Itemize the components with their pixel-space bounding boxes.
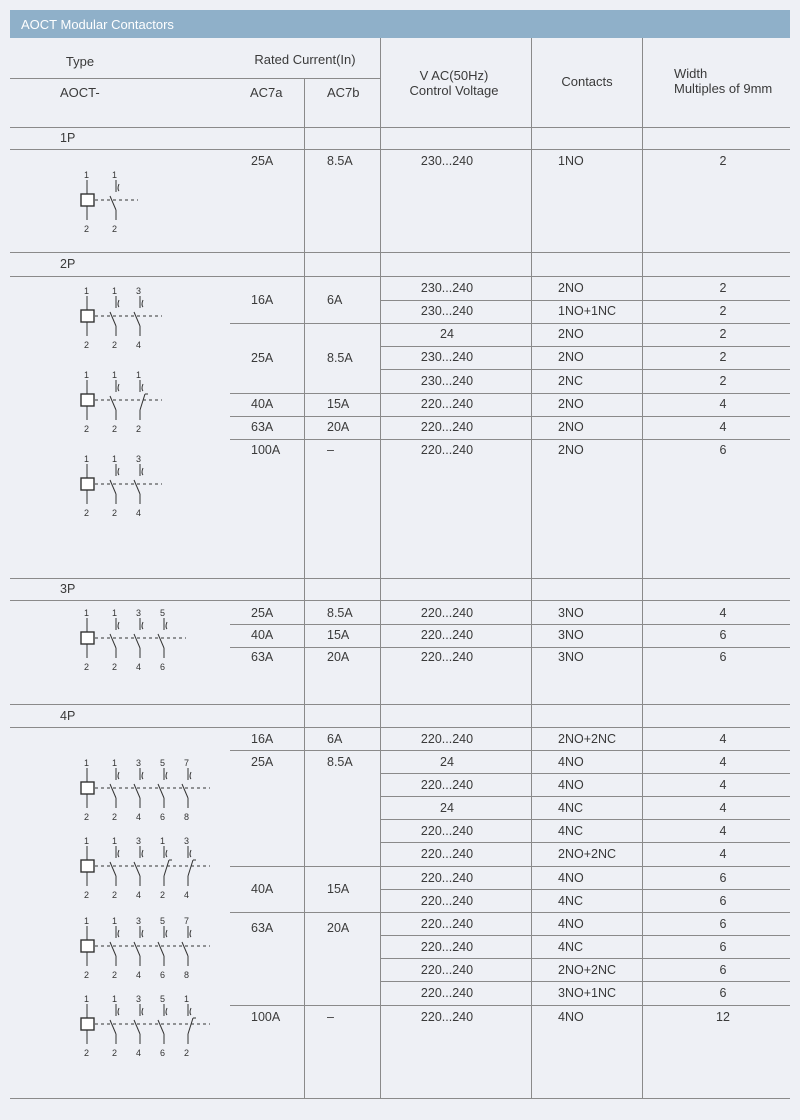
ac7b-cell: 8.5A [327, 351, 353, 365]
table-row-divider [380, 369, 790, 370]
contacts-cell: 3NO+1NC [558, 986, 617, 1000]
ac7b-cell: 6A [327, 293, 343, 307]
ac7b-cell: 15A [327, 628, 350, 642]
contacts-cell: 4NC [558, 824, 584, 838]
terminal-label: 8 [184, 812, 190, 822]
terminal-label: 2 [136, 424, 142, 434]
contacts-cell: 1NO+1NC [558, 304, 617, 318]
ac7b-header: AC7b [327, 85, 360, 100]
table-row-divider [380, 981, 790, 982]
column-divider [304, 78, 305, 1098]
rated-current-header: Rated Current(In) [254, 52, 356, 67]
contacts-cell: 2NO [558, 420, 584, 434]
width-cell: 4 [719, 847, 727, 861]
section-divider [10, 149, 790, 150]
column-divider [642, 38, 643, 1098]
table-row-divider [230, 393, 790, 394]
table-row-divider [230, 323, 790, 324]
voltage-cell: 220...240 [420, 732, 474, 746]
terminal-label: 2 [112, 224, 118, 234]
width-cell: 6 [719, 871, 727, 885]
terminal-label: 2 [84, 1048, 90, 1058]
width-cell: 2 [719, 304, 727, 318]
header-sub-divider [10, 78, 380, 79]
width-cell: 4 [719, 824, 727, 838]
width-cell: 6 [719, 650, 727, 664]
ac7b-cell: 8.5A [327, 755, 353, 769]
terminal-label: 5 [160, 758, 166, 768]
ac7b-cell: 8.5A [327, 606, 353, 620]
voltage-cell: 220...240 [420, 963, 474, 977]
contacts-cell: 4NO [558, 778, 584, 792]
contacts-cell: 2NO [558, 443, 584, 457]
section-label-2p: 2P [60, 257, 76, 271]
contacts-cell: 4NO [558, 917, 584, 931]
voltage-cell: 220...240 [420, 606, 474, 620]
terminal-label: 2 [112, 424, 118, 434]
terminal-label: 4 [184, 890, 190, 900]
model-prefix: AOCT- [60, 85, 100, 100]
ac7a-cell: 63A [251, 650, 274, 664]
section-label-3p: 3P [60, 582, 76, 596]
ac7b-cell: 8.5A [327, 154, 353, 168]
terminal-label: 2 [84, 662, 90, 672]
ac7a-cell: 16A [251, 732, 274, 746]
contacts-cell: 2NO [558, 397, 584, 411]
ac7b-cell: – [327, 443, 334, 457]
terminal-label: 1 [84, 170, 90, 180]
terminal-label: 2 [84, 224, 90, 234]
terminal-label: 1 [112, 916, 118, 926]
voltage-cell: 220...240 [420, 986, 474, 1000]
voltage-cell: 220...240 [420, 397, 474, 411]
terminal-label: 2 [84, 812, 90, 822]
terminal-label: 1 [112, 836, 118, 846]
wiring-diagram [78, 288, 166, 350]
terminal-label: 4 [136, 970, 142, 980]
terminal-label: 2 [112, 970, 118, 980]
voltage-cell: 230...240 [420, 281, 474, 295]
ac7a-cell: 25A [251, 351, 274, 365]
terminal-label: 1 [84, 370, 90, 380]
voltage-cell: 230...240 [420, 304, 474, 318]
terminal-label: 5 [160, 994, 166, 1004]
terminal-label: 1 [112, 370, 118, 380]
width-cell: 2 [719, 350, 727, 364]
terminal-label: 2 [184, 1048, 190, 1058]
ac7b-cell: 15A [327, 397, 350, 411]
voltage-cell: 220...240 [420, 420, 474, 434]
section-divider [10, 600, 790, 601]
voltage-cell: 220...240 [420, 917, 474, 931]
terminal-label: 4 [136, 662, 142, 672]
width-cell: 2 [719, 374, 727, 388]
terminal-label: 3 [136, 836, 142, 846]
terminal-label: 1 [112, 454, 118, 464]
terminal-label: 2 [84, 424, 90, 434]
voltage-cell: 220...240 [420, 894, 474, 908]
width-cell: 6 [719, 894, 727, 908]
voltage-cell: 220...240 [420, 1010, 474, 1024]
table-row-divider [380, 935, 790, 936]
terminal-label: 6 [160, 662, 166, 672]
terminal-label: 1 [184, 994, 190, 1004]
table-row-divider [230, 1005, 790, 1006]
terminal-label: 3 [136, 916, 142, 926]
terminal-label: 6 [160, 970, 166, 980]
ac7a-cell: 40A [251, 882, 274, 896]
terminal-label: 1 [84, 454, 90, 464]
wiring-diagram [78, 996, 214, 1058]
wiring-diagram [78, 456, 166, 518]
width-cell: 6 [719, 443, 727, 457]
width-cell: 4 [719, 778, 727, 792]
table-row-divider [230, 912, 790, 913]
voltage-header-sub: Control Voltage [409, 83, 499, 98]
contacts-cell: 3NO [558, 650, 584, 664]
terminal-label: 2 [112, 508, 118, 518]
voltage-cell: 220...240 [420, 628, 474, 642]
type-header: Type [65, 54, 95, 69]
table-row-divider [230, 439, 790, 440]
terminal-label: 5 [160, 608, 166, 618]
voltage-cell: 220...240 [420, 650, 474, 664]
ac7a-cell: 25A [251, 154, 274, 168]
section-label-1p: 1P [60, 131, 76, 145]
voltage-cell: 230...240 [420, 374, 474, 388]
voltage-cell: 220...240 [420, 847, 474, 861]
width-cell: 4 [719, 397, 727, 411]
terminal-label: 1 [112, 994, 118, 1004]
ac7b-cell: 20A [327, 921, 350, 935]
terminal-label: 1 [112, 170, 118, 180]
terminal-label: 4 [136, 812, 142, 822]
terminal-label: 3 [136, 286, 142, 296]
contacts-cell: 1NO [558, 154, 584, 168]
table-row-divider [380, 958, 790, 959]
title-banner [10, 10, 790, 38]
contacts-cell: 2NC [558, 374, 584, 388]
terminal-label: 1 [84, 836, 90, 846]
table-row-divider [230, 624, 790, 625]
voltage-cell: 24 [440, 801, 454, 815]
terminal-label: 1 [84, 608, 90, 618]
wiring-diagram [78, 610, 190, 672]
terminal-label: 3 [136, 758, 142, 768]
wiring-diagram [78, 372, 166, 434]
voltage-cell: 220...240 [420, 778, 474, 792]
terminal-label: 3 [136, 454, 142, 464]
width-cell: 6 [719, 963, 727, 977]
wiring-diagram [78, 760, 214, 822]
terminal-label: 5 [160, 916, 166, 926]
table-row-divider [380, 346, 790, 347]
table-row-divider [230, 647, 790, 648]
section-divider [10, 252, 790, 253]
wiring-diagram [78, 172, 142, 234]
voltage-cell: 220...240 [420, 443, 474, 457]
terminal-label: 2 [112, 1048, 118, 1058]
terminal-label: 6 [160, 1048, 166, 1058]
width-cell: 6 [719, 917, 727, 931]
ac7b-cell: 15A [327, 882, 350, 896]
terminal-label: 8 [184, 970, 190, 980]
voltage-header: V AC(50Hz) [419, 68, 489, 83]
terminal-label: 2 [84, 340, 90, 350]
width-cell: 4 [719, 755, 727, 769]
header-bottom-line [10, 127, 790, 128]
width-cell: 6 [719, 940, 727, 954]
voltage-cell: 230...240 [420, 350, 474, 364]
width-cell: 2 [719, 281, 727, 295]
terminal-label: 1 [112, 758, 118, 768]
voltage-cell: 230...240 [420, 154, 474, 168]
terminal-label: 4 [136, 340, 142, 350]
wiring-diagram [78, 918, 214, 980]
voltage-cell: 220...240 [420, 871, 474, 885]
table-bottom-line [10, 1098, 790, 1099]
terminal-label: 1 [84, 286, 90, 296]
terminal-label: 3 [184, 836, 190, 846]
contacts-cell: 2NO+2NC [558, 732, 617, 746]
terminal-label: 2 [160, 890, 166, 900]
terminal-label: 2 [112, 662, 118, 672]
contacts-header: Contacts [561, 74, 613, 89]
terminal-label: 1 [84, 994, 90, 1004]
contacts-cell: 3NO [558, 628, 584, 642]
contacts-cell: 2NO [558, 281, 584, 295]
width-header: Width [674, 66, 708, 81]
section-divider [10, 578, 790, 579]
ac7b-cell: 20A [327, 420, 350, 434]
voltage-cell: 24 [440, 755, 454, 769]
ac7a-cell: 100A [251, 1010, 281, 1024]
voltage-cell: 220...240 [420, 940, 474, 954]
ac7a-cell: 40A [251, 628, 274, 642]
terminal-label: 1 [136, 370, 142, 380]
column-divider [531, 38, 532, 1098]
table-row-divider [380, 300, 790, 301]
terminal-label: 2 [112, 812, 118, 822]
terminal-label: 3 [136, 608, 142, 618]
width-cell: 6 [719, 628, 727, 642]
terminal-label: 2 [84, 890, 90, 900]
contacts-cell: 4NO [558, 871, 584, 885]
terminal-label: 1 [84, 758, 90, 768]
width-header-sub: Multiples of 9mm [674, 81, 773, 96]
table-row-divider [230, 416, 790, 417]
contacts-cell: 4NC [558, 801, 584, 815]
width-cell: 12 [716, 1010, 730, 1024]
ac7b-cell: 20A [327, 650, 350, 664]
table-row-divider [380, 796, 790, 797]
terminal-label: 7 [184, 758, 190, 768]
terminal-label: 1 [160, 836, 166, 846]
width-cell: 2 [719, 327, 727, 341]
terminal-label: 2 [112, 890, 118, 900]
table-row-divider [380, 842, 790, 843]
terminal-label: 4 [136, 890, 142, 900]
wiring-diagram [78, 838, 214, 900]
page-title: AOCT Modular Contactors [21, 17, 174, 32]
ac7a-cell: 25A [251, 755, 274, 769]
terminal-label: 6 [160, 812, 166, 822]
width-cell: 4 [719, 801, 727, 815]
section-divider [10, 276, 790, 277]
terminal-label: 4 [136, 508, 142, 518]
terminal-label: 1 [84, 916, 90, 926]
ac7a-cell: 25A [251, 606, 274, 620]
ac7a-cell: 40A [251, 397, 274, 411]
terminal-label: 4 [136, 1048, 142, 1058]
contacts-cell: 2NO+2NC [558, 847, 617, 861]
ac7a-cell: 16A [251, 293, 274, 307]
section-label-4p: 4P [60, 709, 76, 723]
ac7a-cell: 63A [251, 420, 274, 434]
table-row-divider [380, 773, 790, 774]
contacts-cell: 4NO [558, 755, 584, 769]
terminal-label: 1 [112, 608, 118, 618]
contacts-cell: 4NC [558, 894, 584, 908]
contacts-cell: 2NO [558, 327, 584, 341]
width-cell: 2 [719, 154, 727, 168]
contacts-cell: 4NC [558, 940, 584, 954]
ac7b-cell: 6A [327, 732, 343, 746]
ac7a-cell: 100A [251, 443, 281, 457]
table-row-divider [380, 819, 790, 820]
table-row-divider [380, 889, 790, 890]
terminal-label: 2 [84, 970, 90, 980]
terminal-label: 7 [184, 916, 190, 926]
terminal-label: 1 [112, 286, 118, 296]
width-cell: 6 [719, 986, 727, 1000]
contacts-cell: 4NO [558, 1010, 584, 1024]
voltage-cell: 220...240 [420, 824, 474, 838]
width-cell: 4 [719, 420, 727, 434]
contacts-cell: 2NO [558, 350, 584, 364]
contacts-cell: 3NO [558, 606, 584, 620]
table-row-divider [230, 866, 790, 867]
voltage-cell: 24 [440, 327, 454, 341]
ac7b-cell: – [327, 1010, 334, 1024]
table-row-divider [230, 750, 790, 751]
column-divider [380, 38, 381, 1098]
section-divider [10, 727, 790, 728]
terminal-label: 2 [112, 340, 118, 350]
section-divider [10, 704, 790, 705]
width-cell: 4 [719, 732, 727, 746]
ac7a-cell: 63A [251, 921, 274, 935]
terminal-label: 2 [84, 508, 90, 518]
contacts-cell: 2NO+2NC [558, 963, 617, 977]
terminal-label: 3 [136, 994, 142, 1004]
ac7a-header: AC7a [250, 85, 283, 100]
width-cell: 4 [719, 606, 727, 620]
